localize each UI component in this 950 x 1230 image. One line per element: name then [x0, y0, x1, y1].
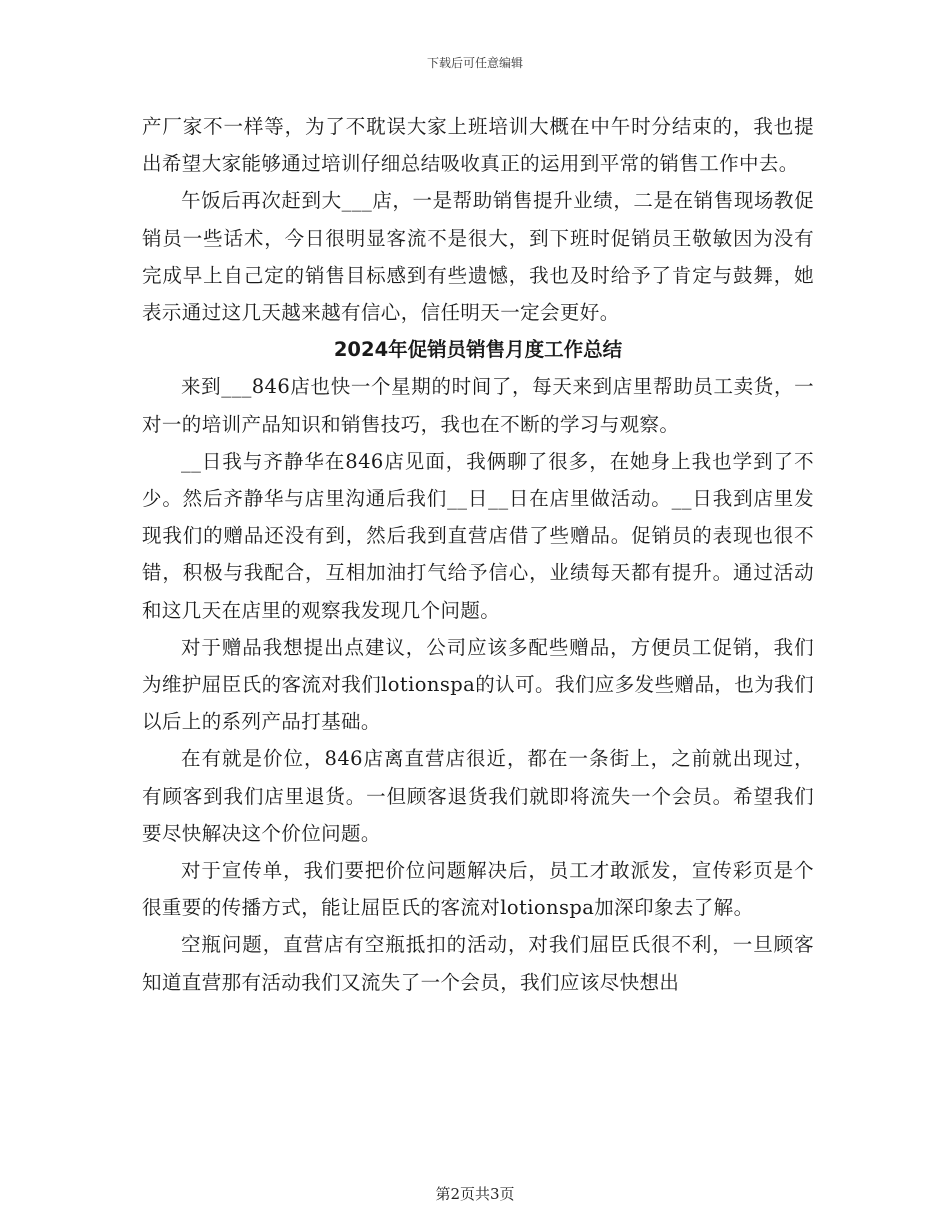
paragraph-2: 午饭后再次赶到大___店，一是帮助销售提升业绩，二是在销售现场教促销员一些话术，今日很明显客流不是很大，到下班时促销员王敬敏因为没有完成早上自己定的销售目标感到有些遗憾，我也及时给予了肯定与鼓舞，她表示通过这几天越来越有信心，信任明天一定会更好。: [142, 189, 814, 325]
paragraph-3: 来到___846店也快一个星期的时间了，每天来到店里帮助员工卖货，一对一的培训产品知识和销售技巧，我也在不断的学习与观察。: [142, 375, 814, 436]
paragraph-4: __日我与齐静华在846店见面，我俩聊了很多，在她身上我也学到了不少。然后齐静华与店里沟通后我们__日__日在店里做活动。__日我到店里发现我们的赠品还没有到，然后我到直营店借了些赠品。促销员的表现也很不错，积极与我配合，互相加油打气给予信心，业绩每天都有提升。通过活动和这几天在店里的观察我发现几个问题。: [142, 449, 814, 622]
section-title: 2024年促销员销售月度工作总结: [333, 338, 623, 362]
document-body: [142, 108, 814, 1001]
paragraph-7: 对于宣传单，我们要把价位问题解决后，员工才敢派发，宣传彩页是个很重要的传播方式，能让屈臣氏的客流对lotionspa加深印象去了解。: [142, 859, 814, 920]
page-header: 下载后可任意编辑: [426, 56, 523, 70]
paragraph-6: 在有就是价位，846店离直营店很近，都在一条街上，之前就出现过，有顾客到我们店里退货。一但顾客退货我们就即将流失一个会员。希望我们要尽快解决这个价位问题。: [142, 747, 814, 845]
paragraph-1: 产厂家不一样等，为了不耽误大家上班培训大概在中午时分结束的，我也提出希望大家能够通过培训仔细总结吸收真正的运用到平常的销售工作中去。: [142, 115, 814, 176]
paragraph-8: 空瓶问题，直营店有空瓶抵扣的活动，对我们屈臣氏很不利，一旦顾客知道直营那有活动我们又流失了一个会员，我们应该尽快想出: [142, 933, 814, 994]
page-footer: 第2页共3页: [435, 1185, 515, 1203]
paragraph-5: 对于赠品我想提出点建议，公司应该多配些赠品，方便员工促销，我们为维护屈臣氏的客流对我们lotionspa的认可。我们应多发些赠品，也为我们以后上的系列产品打基础。: [142, 635, 814, 734]
